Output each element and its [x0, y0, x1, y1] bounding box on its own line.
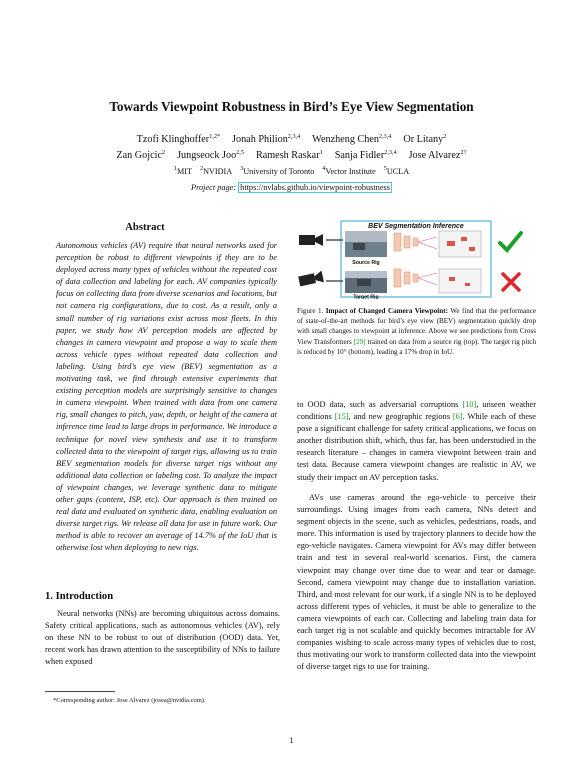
p1-text-a: to OOD data, such as adversarial corruptions	[297, 400, 459, 409]
author-name: Ramesh Raskar$^1$	[255, 149, 323, 161]
affiliation: $^5$UCLA	[383, 165, 410, 176]
caption-bold: Impact of Changed Camera Viewpoint:	[325, 307, 448, 315]
author-name: Jungseock Joo$^{2,5}$	[177, 149, 244, 161]
p1-text-d: . While each of these pose a significant challenge for safety critical applications, we focus on another distribution shift, which, thus far, has been understudied in the research literature – changes in camera viewpoint between train and test data. Because camera viewpoint changes are realistic in AV, we study their impact on AV perception tasks.	[297, 412, 536, 482]
paper-title: Towards Viewpoint Robustness in Bird’s Eye View Segmentation	[109, 99, 474, 114]
camera-icon-source	[299, 234, 323, 246]
p1-text-b: , unseen weather conditions	[297, 400, 536, 422]
author-name: Zan Gojcic$^2$	[116, 149, 166, 161]
author-name: Jose Alvarez$^{2\dagger}$	[408, 149, 467, 161]
author-affiliation-marker: 2	[443, 133, 447, 140]
footnote-rule	[45, 691, 115, 692]
right-paragraph-2: AVs use cameras around the ego-vehicle to perceive their surroundings. Using images from each camera, NNs detect and segment objects in the scene, such as vehicles, pedestrians, roads, and more. This information is used by trajectory planners to decide how the ego-vehicle navigates. Camera viewpoint for AVs may differ between train and test in several real-world scenarios. First, the camera viewpoint may change over time due to wear and tear or damage. Second, camera viewpoint may change due to installation variation. Third, and most relevant for our work, if a single NN is to be deployed across different types of vehicles, it must be able to generalize to the camera viewpoints of each car. Collecting and labeling train data for each target rig is not scalable and quickly becomes intractable for AV companies wishing to scale across many types of vehicles due to cost, thus motivating our work to transform collected data into the viewpoint of diverse target rigs to use for training.	[297, 493, 536, 672]
abstract-heading: Abstract	[125, 222, 165, 233]
author-affiliation-marker: 2†	[460, 149, 467, 156]
author-affiliation-marker: 2,3,4	[378, 133, 392, 140]
affiliations	[0, 167, 583, 176]
author-name: Tzofi Klinghoffer$^{1,2*}$	[136, 133, 221, 145]
citation-6[interactable]: [6]	[452, 412, 463, 422]
author-name: Wenzheng Chen$^{2,3,4}$	[312, 133, 392, 145]
affiliation: $^1$MIT	[173, 165, 192, 176]
affiliation: $^3$University of Toronto	[240, 165, 315, 176]
author-affiliation-marker: 1	[319, 149, 323, 156]
caption-text-2: trained on data from a source rig (top). The target rig pitch is reduced by 10° (bottom), leading a 17% drop in IoU.	[297, 337, 536, 356]
bev-output-target	[439, 269, 481, 293]
affiliation: $^2$NVIDIA	[199, 165, 233, 176]
author-name: Jonah Philion$^{2,3,4}$	[232, 133, 301, 145]
citation-15[interactable]: [15]	[334, 412, 349, 422]
caption-text-1: We find that the performance of state-of-the-art methods for bird’s eye view (BEV) segmentation quickly drop with small changes to viewpoint at inference. Above we see predictions from Cross View Transformers	[297, 307, 536, 346]
right-paragraph-1	[297, 399, 536, 484]
author-name: Sanja Fidler$^{2,3,4}$	[334, 149, 397, 161]
page-number: 1	[289, 735, 294, 745]
author-name: Or Litany$^2$	[403, 133, 447, 145]
bev-output-source	[439, 231, 481, 257]
project-page-link[interactable]: https://nvlabs.github.io/viewpoint-robustness	[240, 183, 390, 192]
caption-label: Figure 1.	[297, 307, 324, 315]
camera-icon-target	[298, 271, 324, 288]
caption-citation[interactable]: [29]	[353, 337, 366, 346]
author-affiliation-marker: 2,3,4	[384, 149, 397, 156]
project-page-label: Project page:	[191, 183, 237, 192]
project-page-line	[0, 183, 583, 192]
author-affiliation-marker: 2	[161, 149, 166, 156]
author-list-line-2	[0, 150, 583, 161]
footnote: *Corresponding author: Jose Alvarez (josea@nvidia.com).	[53, 697, 206, 704]
target-rig-label: Target Rig	[353, 294, 379, 299]
figure-header-text: BEV Segmentation Inference	[368, 223, 464, 230]
check-icon	[500, 233, 521, 250]
abstract-text: Autonomous vehicles (AV) require that neural networks used for perception be robust to different viewpoints if they are to be deployed across many types of vehicles without the repeated cost of data collection and labeling for each. AV companies typically focus on collecting data from diverse scenarios and locations, but not camera rig configurations, due to cost. As a result, only a small number of rig variations exist across most fleets. In this paper, we study how AV perception models are affected by changes in camera viewpoint and propose a way to scale them across vehicle types without repeated data collection and labeling. Using bird’s eye view (BEV) segmentation as a motivating task, we find through extensive experiments that existing perception models are surprisingly sensitive to changes in camera viewpoint. When trained with data from one camera rig, small changes to pitch, yaw, depth, or height of the camera at inference time lead to large drops in performance. We introduce a technique for novel view synthesis and use it to transform collected data to the viewpoint of target rigs, allowing us to train BEV segmentation models for diverse target rigs without any additional data collection or labeling cost. To analyze the impact of viewpoint changes, we leverage synthetic data to mitigate other gaps (content, ISP, etc). Our approach is then trained on real data and evaluated on synthetic data, enabling evaluation on diverse target rigs. We release all data for use in future work. Our method is able to recover an average of 14.7% of the IoU that is otherwise lost when deploying to new rigs.	[56, 241, 277, 553]
author-affiliation-marker: 1,2*	[209, 133, 221, 140]
citation-10[interactable]: [10]	[462, 400, 477, 409]
author-affiliation-marker: 2,3,4	[287, 133, 301, 140]
figure-1-caption	[297, 306, 536, 357]
source-rig-label: Source Rig	[352, 260, 380, 266]
author-affiliation-marker: 2,5	[236, 149, 244, 156]
cross-icon	[503, 274, 519, 290]
figure-1-illustration	[297, 219, 535, 299]
p1-text-c: , and new geographic regions	[348, 412, 450, 422]
author-list-line-1	[0, 134, 583, 145]
section-heading-introduction: 1. Introduction	[45, 591, 114, 602]
intro-paragraph-1: Neural networks (NNs) are becoming ubiquitous across domains. Safety critical applications, such as autonomous vehicles (AV), rely on these NN to be robust to out of distribution (OOD) data. Yet, recent work has drawn attention to the susceptibility of NNs to failure when exposed	[45, 609, 280, 667]
affiliation: $^4$Vector Institute	[322, 165, 376, 176]
